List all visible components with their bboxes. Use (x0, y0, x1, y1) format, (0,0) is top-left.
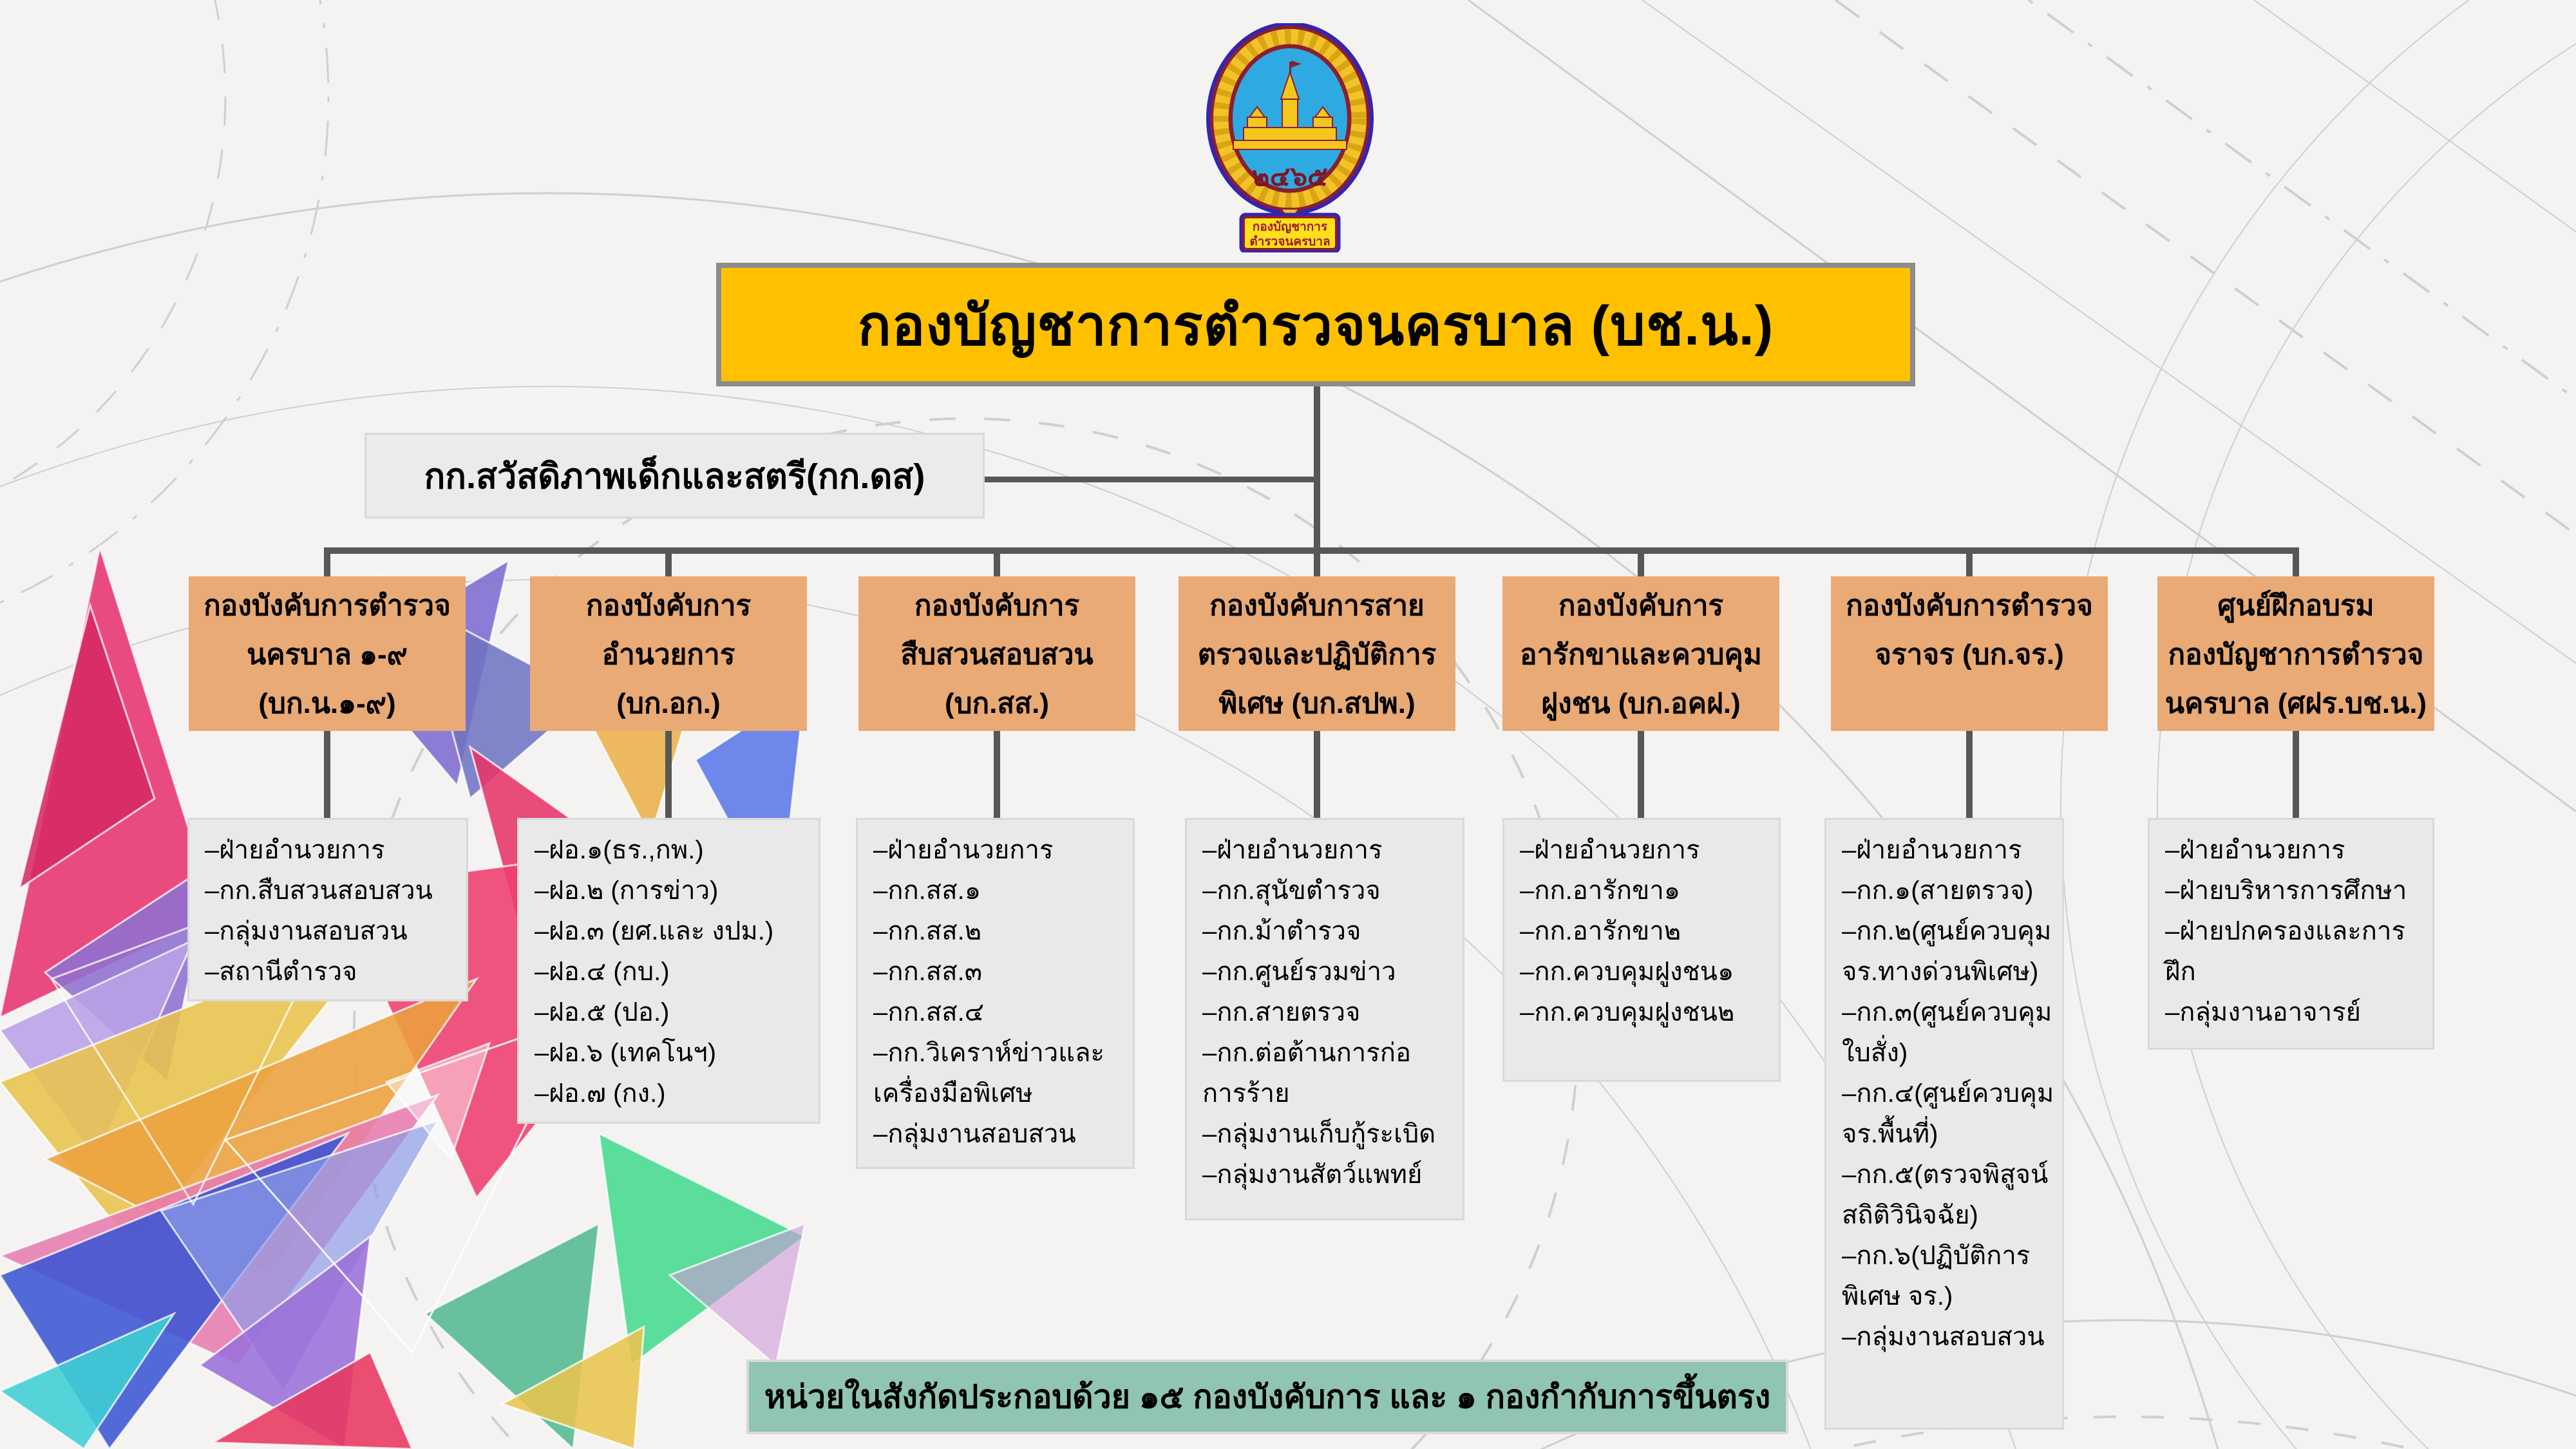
unit-item: –ฝ่ายอำนวยการ (1202, 836, 1383, 864)
unit-item: –ฝ่ายอำนวยการ (1520, 836, 1700, 864)
connector-branch (983, 477, 1314, 482)
unit-item: –กลุ่มงานสอบสวน (873, 1120, 1076, 1148)
unit-item: –กลุ่มงานอาจารย์ (2165, 998, 2361, 1027)
unit-item: –ฝ่ายบริหารการศึกษา (2165, 876, 2407, 905)
footer-note (746, 1359, 1788, 1434)
connector-stub (324, 551, 330, 580)
unit-item: –กก.สืบสวนสอบสวน (205, 876, 433, 905)
connector-drop (2293, 730, 2299, 820)
unit-item: –ฝ่ายอำนวยการ (205, 836, 385, 864)
unit-item: –กก.ศูนย์รวมข่าว (1202, 958, 1396, 986)
hq-title-text: กองบัญชาการตำรวจนครบาล (บช.น.) (857, 294, 1774, 357)
unit-item: –ฝอ.๑(ธร.,กพ.) (535, 836, 704, 864)
connector-stub (1966, 551, 1973, 580)
division-title-line: ตรวจและปฏิบัติการ (1197, 639, 1437, 670)
unit-item: –กก.วิเคราห์ข่าวและ เครื่องมือพิเศษ (873, 1039, 1105, 1108)
division-title-line: ศูนย์ฝึกอบรม (2217, 590, 2374, 621)
unit-item: –กก.ควบคุมฝูงชน๑ (1520, 958, 1734, 986)
division-list-4 (1185, 818, 1464, 1220)
emblem-banner-line1: กองบัญชาการ (1252, 220, 1328, 234)
direct-unit-box (365, 433, 985, 518)
connector-drop (994, 730, 1000, 820)
connector-drop (324, 730, 330, 820)
footer-note-text: หน่วยในสังกัดประกอบด้วย ๑๕ กองบังคับการ และ ๑ กองกำกับการขึ้นตรง (764, 1378, 1771, 1415)
connector-drop (1966, 730, 1973, 820)
unit-item: –ฝอ.๔ (กบ.) (535, 958, 670, 986)
division-title-line: ฝูงชน (บก.อคฝ.) (1541, 688, 1741, 719)
division-head-5 (1502, 576, 1779, 731)
division-title-line: กองบังคับการตำรวจ (204, 590, 451, 621)
emblem-year: ๒๔๖๕ (1252, 161, 1328, 191)
division-head-7 (2157, 576, 2434, 731)
connector-drop (1314, 730, 1320, 820)
unit-item: –กก.สส.๑ (873, 876, 981, 905)
unit-item: –กลุ่มงานสอบสวน (205, 917, 408, 945)
division-head-1 (189, 576, 466, 731)
division-title-line: สืบสวนสอบสวน (900, 639, 1094, 670)
unit-item: –ฝอ.๗ (กง.) (535, 1079, 666, 1108)
unit-item: –กก.สุนัขตำรวจ (1202, 876, 1381, 905)
division-title-line: พิเศษ (บก.สปพ.) (1218, 688, 1416, 719)
unit-item: –กก.ควบคุมฝูงชน๒ (1520, 998, 1735, 1027)
division-list-7 (2148, 818, 2434, 1050)
connector-stub (665, 551, 672, 580)
connector-stub (994, 551, 1000, 580)
division-title-line: กองบัญชาการตำรวจ (2168, 639, 2424, 670)
division-list-6 (1824, 818, 2064, 1430)
unit-item: –กก.๓(ศูนย์ควบคุม ใบสั่ง) (1842, 998, 2052, 1067)
division-head-3 (858, 576, 1135, 731)
unit-item: –สถานีตำรวจ (205, 958, 357, 986)
division-title-line: กองบังคับการสาย (1209, 590, 1425, 621)
division-title-line: (บก.น.๑-๙) (258, 688, 396, 719)
unit-item: –กก.ม้าตำรวจ (1202, 917, 1361, 945)
unit-item: –ฝอ.๒ (การข่าว) (535, 876, 719, 905)
division-title-line: (บก.สส.) (944, 688, 1050, 719)
unit-item: –ฝอ.๖ (เทคโนฯ) (535, 1039, 717, 1067)
division-list-5 (1502, 818, 1781, 1082)
division-title-line: กองบังคับการ (585, 590, 752, 621)
unit-item: –กก.สายตรวจ (1202, 998, 1361, 1027)
direct-unit-text: กก.สวัสดิภาพเด็กและสตรี(กก.ดส) (424, 457, 925, 496)
unit-item: –กลุ่มงานสัตว์แพทย์ (1202, 1160, 1423, 1189)
division-title-line: นครบาล ๑-๙ (247, 639, 408, 670)
division-head-6 (1831, 576, 2108, 731)
division-list-2 (517, 818, 820, 1124)
emblem-banner-line2: ตำรวจนครบาล (1249, 235, 1331, 249)
police-bureau-emblem (1197, 23, 1383, 252)
unit-item: –กลุ่มงานเก็บกู้ระเบิด (1202, 1120, 1436, 1148)
unit-item: –ฝ่ายอำนวยการ (873, 836, 1054, 864)
unit-item: –กก.ต่อต้านการก่อ การร้าย (1202, 1039, 1411, 1108)
connector-drop (1638, 730, 1644, 820)
unit-item: –ฝอ.๓ (ยศ.และ งปม.) (535, 917, 774, 945)
emblem-banner (1242, 215, 1338, 251)
division-list-1 (187, 818, 468, 1001)
division-title-line: จราจร (บก.จร.) (1875, 639, 2064, 670)
connector-drop (665, 730, 672, 820)
division-title-line: กองบังคับการตำรวจ (1846, 590, 2093, 621)
division-title-line: (บก.อก.) (616, 688, 721, 719)
unit-item: –กก.สส.๓ (873, 958, 983, 986)
division-head-4 (1179, 576, 1455, 731)
unit-item: –ฝอ.๕ (ปอ.) (535, 998, 670, 1027)
connector-stub (1314, 551, 1320, 580)
connector-title-drop (1314, 384, 1320, 551)
unit-item: –กก.๒(ศูนย์ควบคุม จร.ทางด่วนพิเศษ) (1842, 917, 2052, 986)
division-list-3 (856, 818, 1135, 1169)
unit-item: –กก.อารักขา๒ (1520, 917, 1681, 945)
unit-item: –ฝ่ายอำนวยการ (2165, 836, 2345, 864)
connector-stub (2293, 551, 2299, 580)
unit-item: –กก.๖(ปฏิบัติการ พิเศษ จร.) (1842, 1242, 2031, 1311)
unit-item: –กก.อารักขา๑ (1520, 876, 1681, 905)
unit-item: –กก.๕(ตรวจพิสูจน์ สถิติวินิจฉัย) (1842, 1160, 2049, 1229)
division-title-line: นครบาล (ศฝร.บช.น.) (2164, 688, 2427, 719)
unit-item: –กก.๑(สายตรวจ) (1842, 876, 2034, 905)
unit-item: –กก.สส.๔ (873, 998, 985, 1027)
hq-title-box (716, 263, 1915, 386)
unit-item: –กลุ่มงานสอบสวน (1842, 1323, 2045, 1351)
unit-item: –กก.๔(ศูนย์ควบคุม จร.พื้นที่) (1842, 1079, 2054, 1148)
connector-stub (1638, 551, 1644, 580)
connector-main-horizontal (324, 547, 2299, 554)
division-title-line: อำนวยการ (601, 639, 735, 670)
unit-item: –ฝ่ายปกครองและการฝึก (2165, 917, 2405, 986)
division-title-line: อารักขาและควบคุม (1520, 639, 1762, 670)
division-head-2 (530, 576, 807, 731)
division-title-line: กองบังคับการ (914, 590, 1080, 621)
division-title-line: กองบังคับการ (1558, 590, 1724, 621)
unit-item: –กก.สส.๒ (873, 917, 982, 945)
unit-item: –ฝ่ายอำนวยการ (1842, 836, 2022, 864)
